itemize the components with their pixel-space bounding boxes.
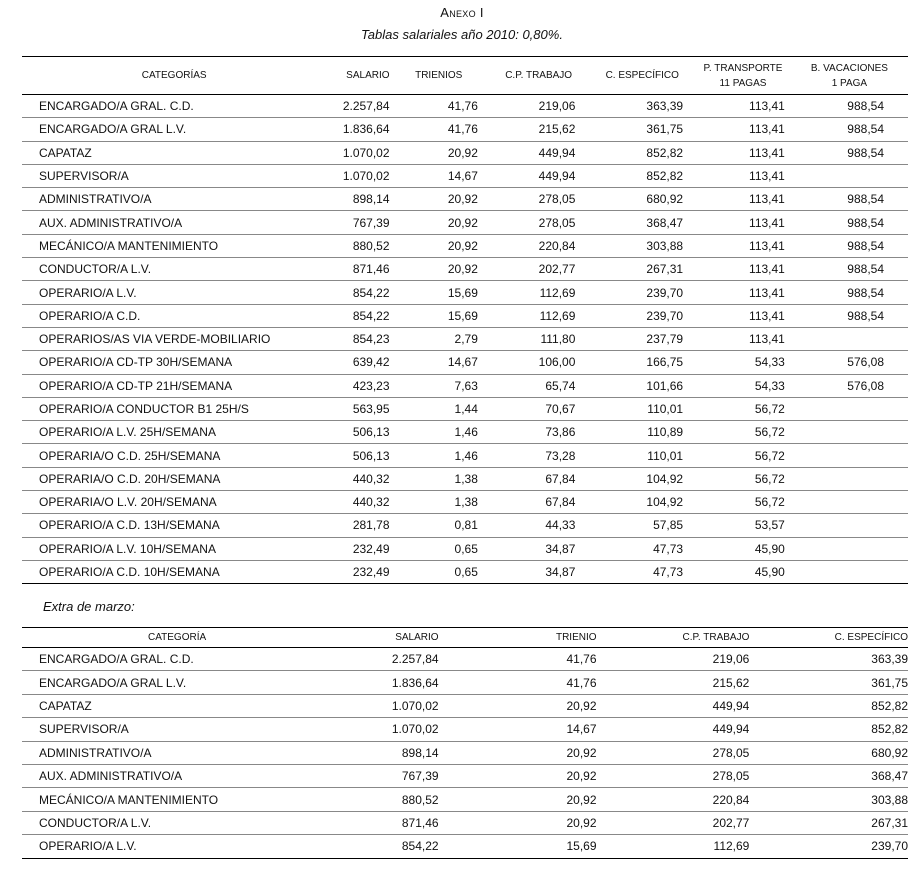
row-value: 1.836,64 bbox=[332, 671, 438, 694]
row-value: 14,67 bbox=[439, 718, 601, 741]
row-value: 53,57 bbox=[695, 514, 791, 537]
row-value: 278,05 bbox=[488, 211, 589, 234]
col-salario: SALARIO bbox=[332, 628, 438, 648]
row-value: 449,94 bbox=[601, 694, 758, 717]
row-value: 20,92 bbox=[439, 741, 601, 764]
row-value: 56,72 bbox=[695, 491, 791, 514]
col-b-vacaciones-line2: 1 PAGA bbox=[831, 77, 868, 89]
row-value: 988,54 bbox=[791, 258, 908, 281]
table-row bbox=[22, 421, 908, 444]
row-value: 232,49 bbox=[326, 537, 389, 560]
col-b-vacaciones bbox=[791, 57, 908, 95]
row-value: 0,65 bbox=[390, 560, 488, 583]
row-value: 440,32 bbox=[326, 491, 389, 514]
row-value: 506,13 bbox=[326, 421, 389, 444]
table-row bbox=[22, 835, 908, 858]
table-row bbox=[22, 811, 908, 834]
row-category: ENCARGADO/A GRAL. C.D. bbox=[22, 648, 332, 671]
row-value: 239,70 bbox=[589, 281, 695, 304]
row-value: 104,92 bbox=[589, 467, 695, 490]
row-value: 7,63 bbox=[390, 374, 488, 397]
row-category: OPERARIO/A CONDUCTOR B1 25H/S bbox=[22, 397, 326, 420]
row-value: 988,54 bbox=[791, 281, 908, 304]
table-row bbox=[22, 141, 908, 164]
row-value: 854,23 bbox=[326, 327, 389, 350]
row-value: 112,69 bbox=[488, 304, 589, 327]
row-value: 680,92 bbox=[589, 188, 695, 211]
row-value bbox=[791, 164, 908, 187]
row-value bbox=[791, 327, 908, 350]
row-value: 2,79 bbox=[390, 327, 488, 350]
row-value: 220,84 bbox=[601, 788, 758, 811]
row-value: 767,39 bbox=[332, 764, 438, 787]
row-value: 303,88 bbox=[757, 788, 908, 811]
row-value: 54,33 bbox=[695, 374, 791, 397]
row-value: 423,23 bbox=[326, 374, 389, 397]
row-value: 113,41 bbox=[695, 327, 791, 350]
col-c-especifico: C. ESPECÍFICO bbox=[757, 628, 908, 648]
salary-table-body bbox=[22, 95, 908, 584]
row-value: 854,22 bbox=[326, 281, 389, 304]
row-value: 1,38 bbox=[390, 467, 488, 490]
row-value: 106,00 bbox=[488, 351, 589, 374]
row-value: 363,39 bbox=[757, 648, 908, 671]
row-value: 67,84 bbox=[488, 467, 589, 490]
row-category: OPERARIO/A C.D. 13H/SEMANA bbox=[22, 514, 326, 537]
row-value: 113,41 bbox=[695, 234, 791, 257]
extra-marzo-label: Extra de marzo: bbox=[43, 599, 135, 614]
col-trienio: TRIENIO bbox=[439, 628, 601, 648]
row-value: 104,92 bbox=[589, 491, 695, 514]
row-value: 113,41 bbox=[695, 188, 791, 211]
row-value: 988,54 bbox=[791, 188, 908, 211]
row-value: 44,33 bbox=[488, 514, 589, 537]
table-row bbox=[22, 188, 908, 211]
row-value: 110,89 bbox=[589, 421, 695, 444]
annex-subtitle: Tablas salariales año 2010: 0,80%. bbox=[361, 27, 563, 42]
row-value: 220,84 bbox=[488, 234, 589, 257]
row-value: 361,75 bbox=[757, 671, 908, 694]
table-row bbox=[22, 258, 908, 281]
row-value: 1.070,02 bbox=[326, 164, 389, 187]
row-value: 56,72 bbox=[695, 397, 791, 420]
row-value bbox=[791, 467, 908, 490]
row-value: 57,85 bbox=[589, 514, 695, 537]
row-value: 112,69 bbox=[601, 835, 758, 858]
row-value: 110,01 bbox=[589, 444, 695, 467]
salary-table-header bbox=[22, 57, 908, 95]
row-value: 368,47 bbox=[757, 764, 908, 787]
row-value: 1.836,64 bbox=[326, 118, 389, 141]
row-value: 1.070,02 bbox=[332, 718, 438, 741]
row-value: 2.257,84 bbox=[332, 648, 438, 671]
row-value: 639,42 bbox=[326, 351, 389, 374]
row-value: 303,88 bbox=[589, 234, 695, 257]
row-value bbox=[791, 397, 908, 420]
row-value: 0,65 bbox=[390, 537, 488, 560]
row-category: ENCARGADO/A GRAL L.V. bbox=[22, 671, 332, 694]
extra-marzo-table bbox=[22, 627, 908, 859]
row-category: OPERARIO/A L.V. 10H/SEMANA bbox=[22, 537, 326, 560]
row-value: 1,46 bbox=[390, 444, 488, 467]
row-value: 113,41 bbox=[695, 118, 791, 141]
row-category: ENCARGADO/A GRAL L.V. bbox=[22, 118, 326, 141]
row-value: 852,82 bbox=[757, 718, 908, 741]
row-value: 67,84 bbox=[488, 491, 589, 514]
extra-table-header bbox=[22, 628, 908, 648]
row-category: CAPATAZ bbox=[22, 141, 326, 164]
row-value: 988,54 bbox=[791, 211, 908, 234]
row-value: 34,87 bbox=[488, 560, 589, 583]
row-value: 988,54 bbox=[791, 234, 908, 257]
row-value: 871,46 bbox=[326, 258, 389, 281]
table-row bbox=[22, 444, 908, 467]
row-value: 20,92 bbox=[439, 788, 601, 811]
row-value: 20,92 bbox=[390, 141, 488, 164]
table-row bbox=[22, 281, 908, 304]
row-value: 65,74 bbox=[488, 374, 589, 397]
row-value: 215,62 bbox=[601, 671, 758, 694]
table-row bbox=[22, 648, 908, 671]
row-value: 113,41 bbox=[695, 141, 791, 164]
row-value: 14,67 bbox=[390, 164, 488, 187]
col-cp-trabajo: C.P. TRABAJO bbox=[488, 57, 589, 95]
table-row bbox=[22, 514, 908, 537]
row-value: 267,31 bbox=[757, 811, 908, 834]
row-value: 56,72 bbox=[695, 421, 791, 444]
row-value: 449,94 bbox=[488, 164, 589, 187]
row-value: 281,78 bbox=[326, 514, 389, 537]
row-value: 278,05 bbox=[601, 764, 758, 787]
row-value: 166,75 bbox=[589, 351, 695, 374]
row-value: 15,69 bbox=[390, 304, 488, 327]
row-value: 113,41 bbox=[695, 164, 791, 187]
row-value: 41,76 bbox=[390, 95, 488, 118]
row-category: CONDUCTOR/A L.V. bbox=[22, 258, 326, 281]
row-value: 576,08 bbox=[791, 374, 908, 397]
row-value: 113,41 bbox=[695, 258, 791, 281]
row-value: 563,95 bbox=[326, 397, 389, 420]
row-value: 20,92 bbox=[439, 694, 601, 717]
table-row bbox=[22, 694, 908, 717]
col-categorias: CATEGORÍAS bbox=[22, 57, 326, 95]
row-value: 854,22 bbox=[332, 835, 438, 858]
row-value: 202,77 bbox=[601, 811, 758, 834]
col-cp-trabajo: C.P. TRABAJO bbox=[601, 628, 758, 648]
row-value: 363,39 bbox=[589, 95, 695, 118]
row-value: 2.257,84 bbox=[326, 95, 389, 118]
row-category: OPERARIO/A L.V. 25H/SEMANA bbox=[22, 421, 326, 444]
table-row bbox=[22, 491, 908, 514]
row-value: 219,06 bbox=[601, 648, 758, 671]
row-value: 988,54 bbox=[791, 118, 908, 141]
row-category: OPERARIO/A CD-TP 21H/SEMANA bbox=[22, 374, 326, 397]
row-value: 15,69 bbox=[390, 281, 488, 304]
row-value: 56,72 bbox=[695, 467, 791, 490]
table-row bbox=[22, 718, 908, 741]
row-value: 988,54 bbox=[791, 304, 908, 327]
row-category: AUX. ADMINISTRATIVO/A bbox=[22, 211, 326, 234]
row-value: 41,76 bbox=[390, 118, 488, 141]
row-value: 852,82 bbox=[589, 141, 695, 164]
table-row bbox=[22, 95, 908, 118]
table-row bbox=[22, 741, 908, 764]
row-value bbox=[791, 491, 908, 514]
col-categoria: CATEGORÍA bbox=[22, 628, 332, 648]
row-category: CAPATAZ bbox=[22, 694, 332, 717]
col-trienios: TRIENIOS bbox=[390, 57, 488, 95]
row-category: ADMINISTRATIVO/A bbox=[22, 741, 332, 764]
row-value: 1,38 bbox=[390, 491, 488, 514]
row-value: 854,22 bbox=[326, 304, 389, 327]
row-category: OPERARIA/O C.D. 25H/SEMANA bbox=[22, 444, 326, 467]
row-value: 15,69 bbox=[439, 835, 601, 858]
row-value: 898,14 bbox=[332, 741, 438, 764]
row-value: 852,82 bbox=[757, 694, 908, 717]
table-row bbox=[22, 351, 908, 374]
row-value: 113,41 bbox=[695, 281, 791, 304]
table-row bbox=[22, 537, 908, 560]
col-b-vacaciones-line1: B. VACACIONES bbox=[810, 62, 888, 74]
salary-table-2010 bbox=[22, 56, 908, 584]
row-value: 880,52 bbox=[326, 234, 389, 257]
row-value: 880,52 bbox=[332, 788, 438, 811]
row-value: 73,28 bbox=[488, 444, 589, 467]
row-value: 14,67 bbox=[390, 351, 488, 374]
row-value: 20,92 bbox=[439, 764, 601, 787]
row-value: 56,72 bbox=[695, 444, 791, 467]
extra-table-body bbox=[22, 648, 908, 859]
row-value bbox=[791, 537, 908, 560]
row-value: 267,31 bbox=[589, 258, 695, 281]
table-row bbox=[22, 397, 908, 420]
table-row bbox=[22, 788, 908, 811]
row-value: 440,32 bbox=[326, 467, 389, 490]
row-category: ENCARGADO/A GRAL. C.D. bbox=[22, 95, 326, 118]
row-value: 361,75 bbox=[589, 118, 695, 141]
table-row bbox=[22, 118, 908, 141]
row-value: 898,14 bbox=[326, 188, 389, 211]
row-value: 988,54 bbox=[791, 141, 908, 164]
row-value bbox=[791, 444, 908, 467]
row-value: 47,73 bbox=[589, 560, 695, 583]
row-value: 1.070,02 bbox=[332, 694, 438, 717]
row-value: 20,92 bbox=[439, 811, 601, 834]
row-value: 45,90 bbox=[695, 537, 791, 560]
row-category: OPERARIA/O L.V. 20H/SEMANA bbox=[22, 491, 326, 514]
row-value: 41,76 bbox=[439, 671, 601, 694]
row-category: SUPERVISOR/A bbox=[22, 718, 332, 741]
col-p-transporte-line2: 11 PAGAS bbox=[719, 77, 767, 89]
row-value: 278,05 bbox=[488, 188, 589, 211]
row-value: 767,39 bbox=[326, 211, 389, 234]
row-value: 1,46 bbox=[390, 421, 488, 444]
annex-title: Anexo I bbox=[440, 5, 484, 20]
row-value: 113,41 bbox=[695, 211, 791, 234]
table-row bbox=[22, 304, 908, 327]
row-value: 34,87 bbox=[488, 537, 589, 560]
row-category: OPERARIO/A L.V. bbox=[22, 281, 326, 304]
table-row bbox=[22, 560, 908, 583]
row-value: 20,92 bbox=[390, 211, 488, 234]
col-c-especifico: C. ESPECÍFICO bbox=[589, 57, 695, 95]
row-value bbox=[791, 421, 908, 444]
row-value: 1.070,02 bbox=[326, 141, 389, 164]
row-value: 20,92 bbox=[390, 258, 488, 281]
row-value: 101,66 bbox=[589, 374, 695, 397]
row-value: 449,94 bbox=[488, 141, 589, 164]
row-value bbox=[791, 514, 908, 537]
row-category: MECÁNICO/A MANTENIMIENTO bbox=[22, 788, 332, 811]
row-value: 47,73 bbox=[589, 537, 695, 560]
row-value: 239,70 bbox=[589, 304, 695, 327]
table-row bbox=[22, 164, 908, 187]
row-category: OPERARIO/A C.D. bbox=[22, 304, 326, 327]
table-row bbox=[22, 374, 908, 397]
row-value: 988,54 bbox=[791, 95, 908, 118]
row-value: 576,08 bbox=[791, 351, 908, 374]
table-row bbox=[22, 327, 908, 350]
row-value: 680,92 bbox=[757, 741, 908, 764]
row-category: ADMINISTRATIVO/A bbox=[22, 188, 326, 211]
row-value: 368,47 bbox=[589, 211, 695, 234]
row-value bbox=[791, 560, 908, 583]
row-value: 871,46 bbox=[332, 811, 438, 834]
table-row bbox=[22, 764, 908, 787]
col-salario: SALARIO bbox=[326, 57, 389, 95]
row-value: 506,13 bbox=[326, 444, 389, 467]
row-value: 0,81 bbox=[390, 514, 488, 537]
row-category: CONDUCTOR/A L.V. bbox=[22, 811, 332, 834]
row-value: 110,01 bbox=[589, 397, 695, 420]
row-value: 111,80 bbox=[488, 327, 589, 350]
row-category: OPERARIO/A C.D. 10H/SEMANA bbox=[22, 560, 326, 583]
row-category: OPERARIO/A L.V. bbox=[22, 835, 332, 858]
row-category: AUX. ADMINISTRATIVO/A bbox=[22, 764, 332, 787]
row-category: OPERARIO/A CD-TP 30H/SEMANA bbox=[22, 351, 326, 374]
row-value: 232,49 bbox=[326, 560, 389, 583]
row-value: 113,41 bbox=[695, 95, 791, 118]
row-category: MECÁNICO/A MANTENIMIENTO bbox=[22, 234, 326, 257]
row-value: 20,92 bbox=[390, 234, 488, 257]
row-value: 852,82 bbox=[589, 164, 695, 187]
row-value: 45,90 bbox=[695, 560, 791, 583]
row-value: 202,77 bbox=[488, 258, 589, 281]
table-row bbox=[22, 234, 908, 257]
row-value: 219,06 bbox=[488, 95, 589, 118]
table-row bbox=[22, 211, 908, 234]
row-category: OPERARIOS/AS VIA VERDE-MOBILIARIO bbox=[22, 327, 326, 350]
row-value: 73,86 bbox=[488, 421, 589, 444]
table-row bbox=[22, 467, 908, 490]
row-value: 113,41 bbox=[695, 304, 791, 327]
row-value: 54,33 bbox=[695, 351, 791, 374]
row-value: 112,69 bbox=[488, 281, 589, 304]
col-p-transporte-line1: P. TRANSPORTE bbox=[703, 62, 783, 74]
row-value: 215,62 bbox=[488, 118, 589, 141]
table-row bbox=[22, 671, 908, 694]
col-p-transporte bbox=[695, 57, 791, 95]
row-category: SUPERVISOR/A bbox=[22, 164, 326, 187]
row-value: 41,76 bbox=[439, 648, 601, 671]
row-category: OPERARIA/O C.D. 20H/SEMANA bbox=[22, 467, 326, 490]
row-value: 1,44 bbox=[390, 397, 488, 420]
row-value: 237,79 bbox=[589, 327, 695, 350]
row-value: 70,67 bbox=[488, 397, 589, 420]
row-value: 20,92 bbox=[390, 188, 488, 211]
row-value: 239,70 bbox=[757, 835, 908, 858]
row-value: 278,05 bbox=[601, 741, 758, 764]
row-value: 449,94 bbox=[601, 718, 758, 741]
